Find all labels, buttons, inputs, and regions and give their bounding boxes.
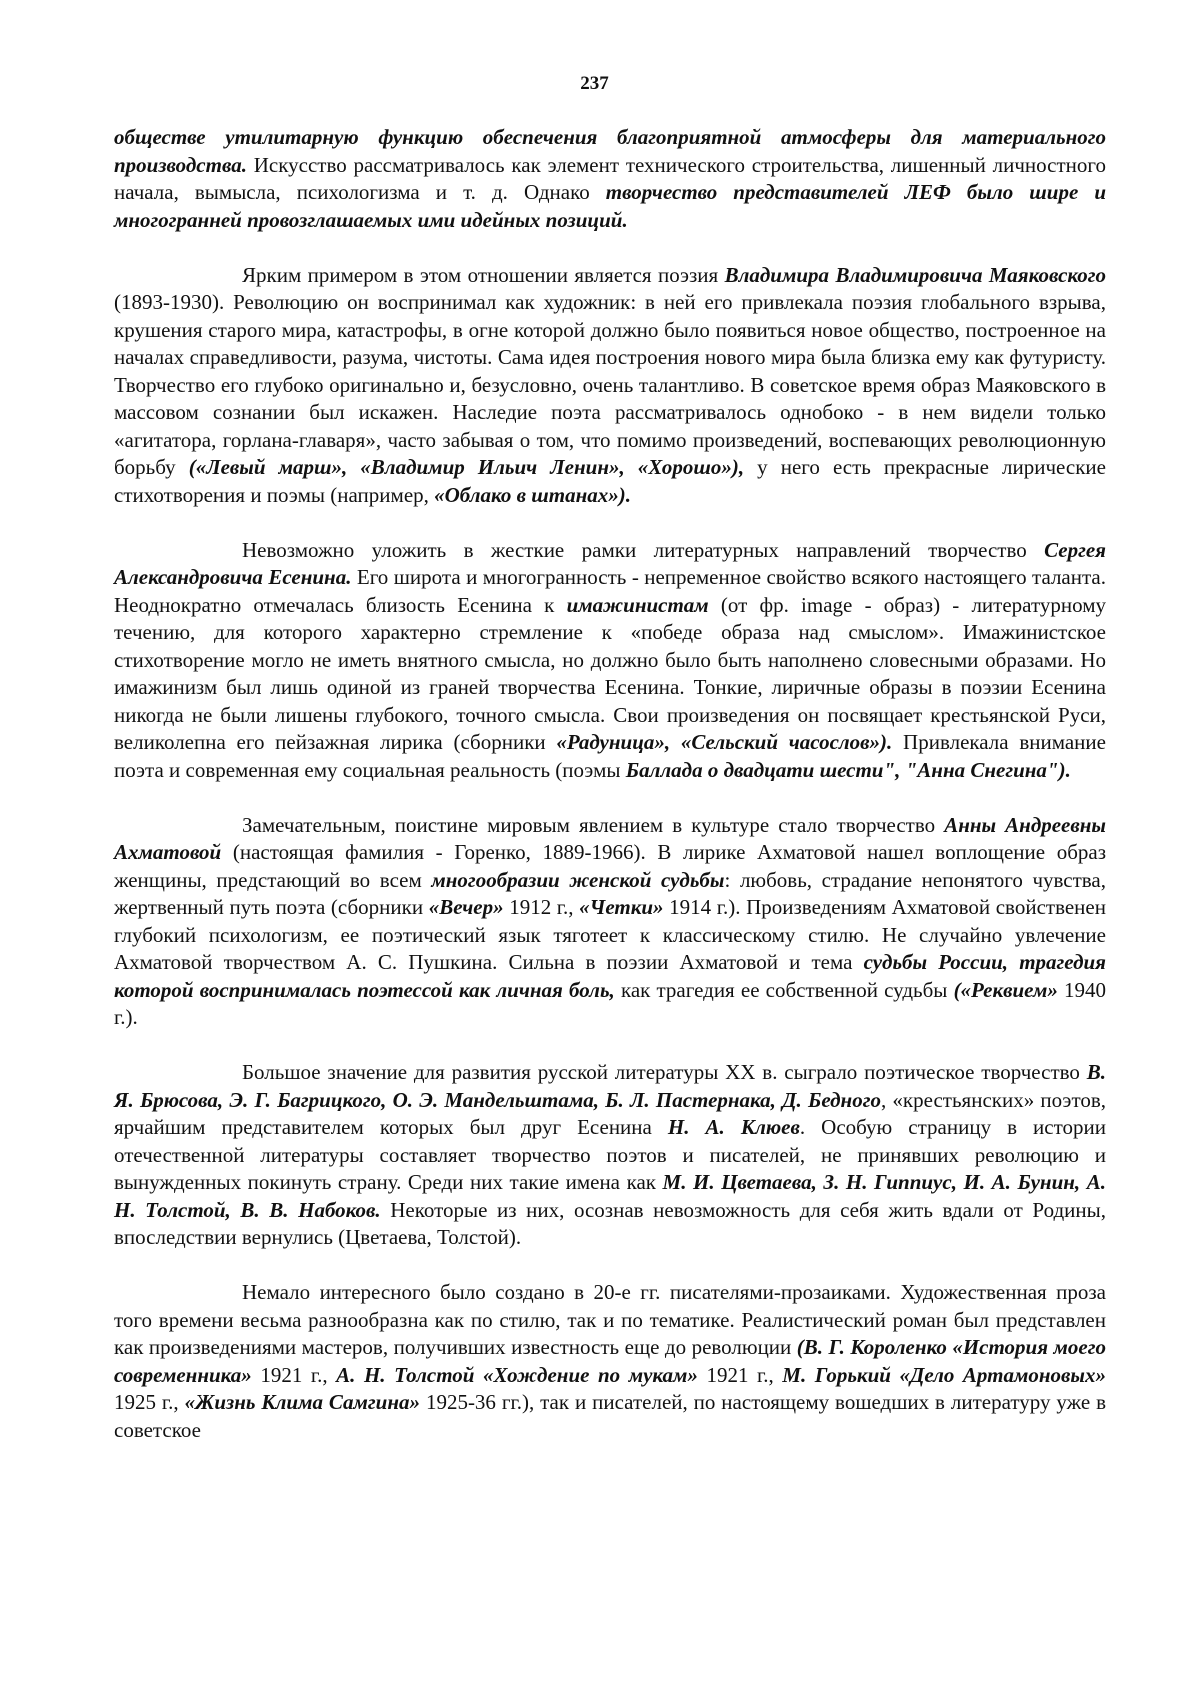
emphasis-text: «Жизнь Клима Самгина» [184, 1390, 421, 1414]
text-run: (настоящая фамилия - Горенко, 1889-1966). В лирике Ахматовой нашел воплощение образ женщины, предстающий во всем [114, 840, 1106, 892]
text-run: (от фр. image - образ) - литературному течению, для которого характерно стремление к «победе образа над смыслом». Имажинистское стихотворение могло не иметь внятного смысла, но должно было быть наполнено словесными образами. Но имажинизм был лишь одиной из граней творчества Есенина. Тонкие, лиричные образы в поэзии Есенина никогда не были лишены глубокого, точного смысла. Свои произведения он посвящает крестьянской Руси, великолепна его пейзажная лирика (сборники [114, 592, 1106, 754]
text-run: . Особую страницу в истории отечественной литературы составляет творчество поэтов и писателей, не принявших революцию и вынужденных покинуть страну. Среди них такие имена как [114, 1115, 1106, 1194]
emphasis-text: творчество представителей ЛЕФ было шире и многогранней провозглашаемых ими идейных позиций. [114, 180, 1106, 232]
emphasis-text: имажинистам [566, 592, 709, 617]
paragraph [114, 1279, 1106, 1444]
emphasis-text: обществе утилитарную функцию обеспечения благоприятной атмосферы для материального производства. [114, 125, 1106, 177]
emphasis-text: А. Н. Толстой «Хождение по мукам» [336, 1362, 698, 1387]
emphasis-text: Баллада о двадцати шести", "Анна Снегина"). [625, 757, 1071, 782]
text-run: 1921 г., [251, 1362, 337, 1387]
emphasis-text: М. Горький «Дело Артамоновых» [782, 1362, 1106, 1387]
text-run: 1914 г.). Произведениям Ахматовой свойственен глубокий психологизм, ее поэтический язык тяготеет к классическому стилю. Не случайно увлечение Ахматовой творчеством А. С. Пушкина. Сильна в поэзии Ахматовой и тема [114, 895, 1106, 974]
text-run: Привлекала внимание поэта и современная ему социальная реальность (поэмы [114, 730, 1106, 782]
text-run: Замечательным, поистине мировым явлением в культуре стало творчество [242, 812, 945, 837]
emphasis-text: Сергея Александровича Есенина. [114, 537, 1106, 589]
body-text [114, 124, 1106, 1472]
emphasis-text: «Облако в штанах»). [434, 482, 631, 507]
paragraph [114, 537, 1106, 785]
text-run: 1921 г., [697, 1362, 783, 1387]
text-run: Ярким примером в этом отношении является поэзия [242, 262, 725, 287]
emphasis-text: Анны Андреевны Ахматовой [114, 812, 1106, 864]
paragraph [114, 262, 1106, 510]
text-run: Некоторые из них, осознав невозможность для себя жить вдали от Родины, впоследствии вернулись (Цветаева, Толстой). [114, 1197, 1106, 1249]
emphasis-text: Владимира Владимировича Маяковского [724, 262, 1106, 287]
emphasis-text: «Четки» [579, 895, 664, 919]
paragraph [114, 124, 1106, 234]
text-run: (1893-1930). Революцию он воспринимал как художник: в ней его привлекала поэзия глобального взрыва, крушения старого мира, катастрофы, в огне которой должно было появиться новое общество, построенное на началах справедливости, разума, чистоты. Сама идея построения нового мира была близка ему как футуристу. Творчество его глубоко оригинально и, безусловно, очень талантливо. В советское время образ Маяковского в массовом сознании был искажен. Наследие поэта рассматривалось однобоко - в нем видели только «агитатора, горлана-главаря», часто забывая о том, что помимо произведений, воспевающих революционную борьбу [114, 290, 1106, 479]
text-run: , «крестьянских» поэтов, ярчайшим представителем которых был друг Есенина [114, 1087, 1107, 1139]
text-run: Невозможно уложить в жесткие рамки литературных направлений творчество [242, 537, 1045, 562]
text-run: 1925 г., [114, 1390, 185, 1414]
emphasis-text: («Левый марш», «Владимир Ильич Ленин», «Хорошо»), [188, 455, 745, 479]
emphasis-text: судьбы России, трагедия которой воспринималась поэтессой как личная боль, [114, 950, 1107, 1002]
text-run: Немало интересного было создано в 20-е гг. писателями-прозаиками. Художественная проза того времени весьма разнообразна как по стилю, так и по тематике. Реалистический роман был представлен как произведениями мастеров, получивших известность еще до революции [114, 1280, 1106, 1359]
emphasis-text: «Радуница», «Сельский часослов»). [556, 730, 893, 754]
emphasis-text: Н. А. Клюев [667, 1115, 800, 1139]
emphasis-text: М. И. Цветаева, З. Н. Гиппиус, И. А. Бунин, А. Н. Толстой, В. В. Набоков. [114, 1170, 1106, 1222]
text-run: 1912 г., [503, 895, 580, 919]
emphasis-text: многообразии женской судьбы [431, 867, 725, 892]
text-run: у него есть прекрасные лирические стихотворения и поэмы (например, [114, 455, 1106, 507]
text-run: 1940 г.). [114, 977, 1106, 1029]
text-run: : любовь, страдание непонятого чувства, жертвенный путь поэта (сборники [114, 867, 1107, 919]
emphasis-text: («Реквием» [953, 977, 1058, 1002]
text-run: как трагедия ее собственной судьбы [614, 977, 954, 1002]
page-number: 237 [580, 73, 609, 94]
paragraph [114, 812, 1106, 1032]
text-run: Его широта и многогранность - непременное свойство всякого настоящего таланта. Неоднократно отмечалась близость Есенина к [114, 565, 1106, 617]
text-run: Большое значение для развития русской литературы XX в. сыграло поэтическое творчество [242, 1060, 1087, 1084]
emphasis-text: «Вечер» [428, 895, 504, 919]
text-run: Искусство рассматривалось как элемент технического строительства, лишенный личностного начала, вымысла, психологизма и т. д. Однако [114, 152, 1106, 204]
text-run: 1925-36 гг.), так и писателей, по настоящему вошедших в литературу уже в советское [114, 1390, 1106, 1442]
paragraph [114, 1059, 1106, 1252]
emphasis-text: В. Я. Брюсова, Э. Г. Багрицкого, О. Э. Мандельштама, Б. Л. Пастернака, Д. Бедного [114, 1060, 1106, 1112]
emphasis-text: (В. Г. Короленко «История моего современника» [114, 1335, 1106, 1387]
